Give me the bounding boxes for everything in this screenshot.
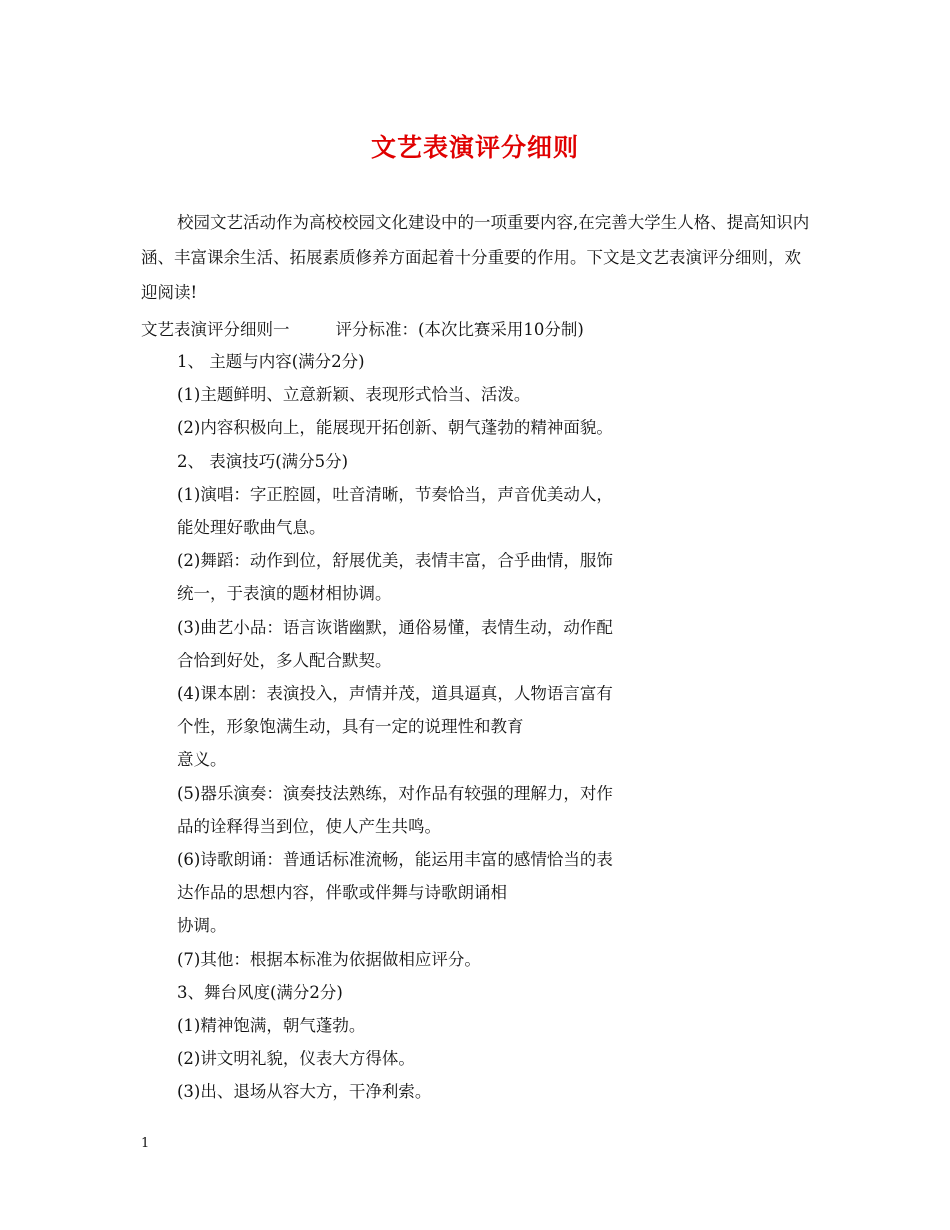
intro-paragraph: 校园文艺活动作为高校校园文化建设中的一项重要内容,在完善大学生人格、提高知识内涵、丰富课余生活、拓展素质修养方面起着十分重要的作用。下文是文艺表演评分细则，欢迎阅读! (141, 213, 810, 302)
criteria-line: (2)舞蹈：动作到位，舒展优美，表情丰富，合乎曲情，服饰 (177, 551, 613, 571)
document-title: 文艺表演评分细则 (370, 133, 579, 162)
criteria-line: (6)诗歌朗诵：普通话标准流畅，能运用丰富的感情恰当的表 (177, 850, 613, 869)
criteria-line: (3)曲艺小品：语言诙谐幽默，通俗易懂，表情生动，动作配 (177, 617, 613, 637)
criteria-line: (1)主题鲜明、立意新颖、表现形式恰当、活泼。 (177, 385, 531, 405)
criteria-line: 意义。 (177, 750, 227, 770)
criteria-line: 达作品的思想内容，伴歌或伴舞与诗歌朗诵相 (177, 883, 507, 903)
criteria-line: 协调。 (177, 916, 227, 936)
criteria-line: 能处理好歌曲气息。 (177, 518, 326, 537)
criteria-line: (1)演唱：字正腔圆，吐音清晰，节奏恰当，声音优美动人， (177, 484, 613, 504)
criteria-line: 品的诠释得当到位，使人产生共鸣。 (177, 816, 441, 836)
page-number: 1 (141, 1136, 150, 1151)
criteria-line: 1、 主题与内容(满分2分) (177, 352, 365, 371)
scoring-standard: 评分标准：(本次比赛采用10分制) (335, 320, 584, 339)
criteria-line: (2)内容积极向上，能展现开拓创新、朝气蓬勃的精神面貌。 (177, 418, 613, 438)
criteria-line: (2)讲文明礼貌，仪表大方得体。 (177, 1049, 415, 1069)
criteria-line: (4)课本剧：表演投入，声情并茂，道具逼真，人物语言富有 (177, 684, 613, 703)
criteria-line: (3)出、退场从容大方，干净利索。 (177, 1082, 432, 1102)
criteria-line: 2、 表演技巧(满分5分) (177, 451, 349, 471)
section-heading-line (141, 316, 584, 340)
section-title: 文艺表演评分细则一 (141, 320, 290, 339)
criteria-line: 统一，于表演的题材相协调。 (177, 584, 392, 604)
criteria-line: (5)器乐演奏：演奏技法熟练，对作品有较强的理解力，对作 (177, 783, 613, 803)
criteria-line: (7)其他：根据本标准为依据做相应评分。 (177, 949, 481, 969)
criteria-line: (1)精神饱满，朝气蓬勃。 (177, 1016, 366, 1035)
criteria-line: 3、舞台风度(满分2分) (177, 982, 343, 1002)
criteria-line: 个性，形象饱满生动，具有一定的说理性和教育 (177, 717, 524, 737)
criteria-line: 合恰到好处，多人配合默契。 (177, 650, 392, 670)
